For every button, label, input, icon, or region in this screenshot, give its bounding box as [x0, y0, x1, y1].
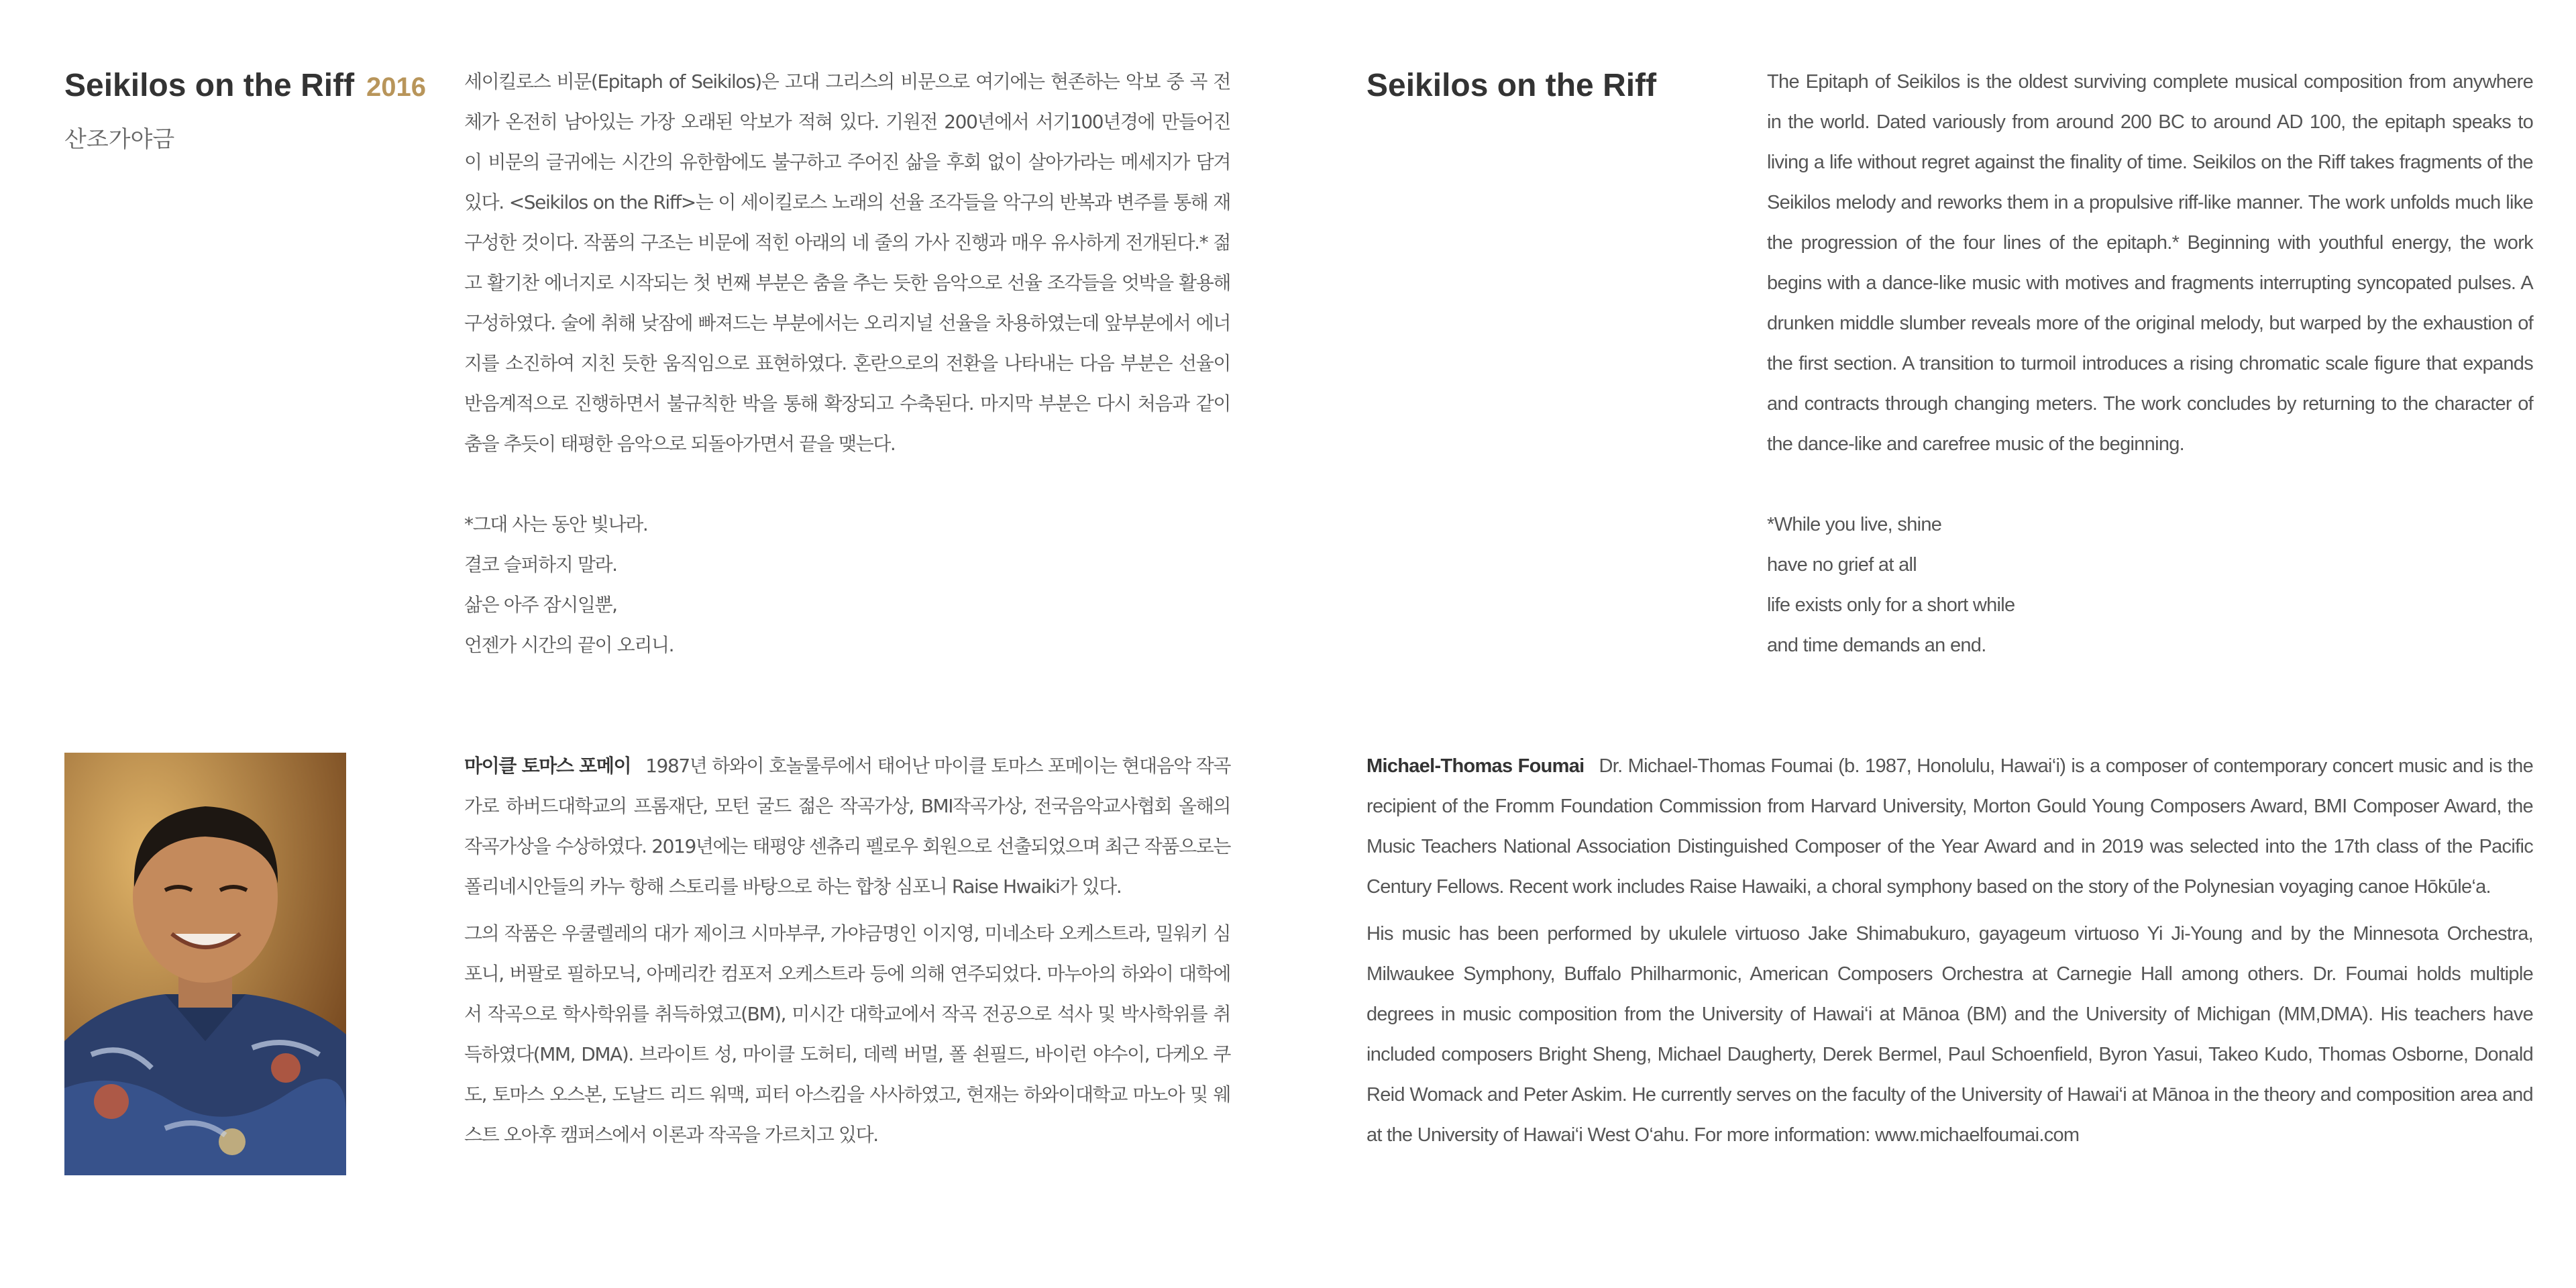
- left-title-text: Seikilos on the Riff: [64, 68, 355, 103]
- left-bio-text-1: 1987년 하와이 호놀룰루에서 태어난 마이클 토마스 포메이는 현대음악 작곡가로 하버드대학교의 프롬재단, 모턴 굴드 젊은 작곡가상, BMI작곡가상, 전국음악교사협회 올해의 작곡가상을 수상하였다. 2019년에는 태평양 센츄리 펠로우 회원으로 선출되었으며 최근 작품으로는 폴리네시안들의 카누 항해 스토리를 바탕으로 하는 합창 심포니 Raise Hwaiki가 있다.: [464, 755, 1230, 898]
- right-poem: [1767, 504, 2533, 665]
- composer-photo: [64, 753, 346, 1175]
- right-bio-paragraph-1: [1366, 746, 2533, 907]
- poem-line: 언젠가 시간의 끝이 오리니.: [464, 634, 674, 656]
- poem-line: 삶은 아주 잠시일뿐,: [464, 594, 617, 616]
- left-page-title: [64, 67, 426, 104]
- left-program-note: [464, 62, 1230, 665]
- composer-portrait-image: [64, 753, 346, 1175]
- left-composer-bio: [464, 746, 1230, 1155]
- right-bio-text-1: Dr. Michael-Thomas Foumai (b. 1987, Honolulu, Hawai‘i) is a composer of contemporary concert music and is the recipient of the Fromm Foundation Commission from Harvard University, Morton Gould Young Composers Award, BMI Composer Award, the Music Teachers National Association Distinguished Composer of the Year Award and in 2019 was selected into the 17th class of the Pacific Century Fellows. Recent work includes Raise Hawaiki, a choral symphony based on the story of the Polynesian voyaging canoe Hōkūle‘a.: [1366, 755, 2534, 898]
- composition-year: 2016: [366, 72, 427, 102]
- poem-line: and time demands an end.: [1767, 635, 1986, 656]
- right-program-note: [1767, 62, 2533, 665]
- poem-line: have no grief at all: [1767, 554, 1917, 576]
- right-composer-name: Michael-Thomas Foumai: [1366, 755, 1585, 777]
- left-composer-name: 마이클 토마스 포메이: [464, 755, 631, 777]
- right-description: The Epitaph of Seikilos is the oldest surviving complete musical composition from anywhere in the world. Dated variously from around 200 BC to around AD 100, the epitaph speaks to living a life without regret against the finality of time. Seikilos on the Riff takes fragments of the Seikilos melody and reworks them in a propulsive riff-like manner. The work unfolds much like the progression of the four lines of the epitaph.* Beginning with youthful energy, the work begins with a dance-like music with motives and fragments interrupting syncopated pulses. A drunken middle slumber reveals more of the original melody, but warped by the exhaustion of the first section. A transition to turmoil introduces a rising chromatic scale figure that expands and contracts through changing meters. The work concludes by returning to the character of the dance-like and carefree music of the beginning.: [1767, 71, 2533, 455]
- right-page-title: Seikilos on the Riff: [1366, 68, 1657, 103]
- poem-line: life exists only for a short while: [1767, 594, 2015, 616]
- poem-line: *While you live, shine: [1767, 514, 1942, 535]
- left-poem: [464, 504, 1230, 665]
- left-bio-paragraph-2: 그의 작품은 우쿨렐레의 대가 제이크 시마부쿠, 가야금명인 이지영, 미네소타 오케스트라, 밀워키 심포니, 버팔로 필하모닉, 아메리칸 컴포저 오케스트라 등에 의해 연주되었다. 마누아의 하와이 대학에서 작곡으로 학사학위를 취득하였고(BM), 미시간 대학교에서 작곡 전공으로 석사 및 박사학위를 취득하였다(MM, DMA). 브라이트 성, 마이클 도허티, 데렉 버멀, 폴 쇤필드, 바이런 야수이, 다케오 쿠도, 토마스 오스본, 도날드 리드 워맥, 피터 아스킴을 사사하였고, 현재는 하와이대학교 마노아 및 웨스트 오아후 캠퍼스에서 이론과 작곡을 가르치고 있다.: [464, 922, 1230, 1146]
- poem-line: *그대 사는 동안 빛나라.: [464, 513, 648, 535]
- left-bio-paragraph-1: [464, 746, 1230, 907]
- left-description: 세이킬로스 비문(Epitaph of Seikilos)은 고대 그리스의 비문으로 여기에는 현존하는 악보 중 곡 전체가 온전히 남아있는 가장 오래된 악보가 적혀 있다. 기원전 200년에서 서기100년경에 만들어진 이 비문의 글귀에는 시간의 유한함에도 불구하고 주어진 삶을 후회 없이 살아가라는 메세지가 담겨 있다. <Seikilos on the Riff>는 이 세이킬로스 노래의 선율 조각들을 악구의 반복과 변주를 통해 재구성한 것이다. 작품의 구조는 비문에 적힌 아래의 네 줄의 가사 진행과 매우 유사하게 전개된다.* 젊고 활기찬 에너지로 시작되는 첫 번째 부분은 춤을 추는 듯한 음악으로 선율 조각들을 엇박을 활용해 구성하였다. 술에 취해 낮잠에 빠져드는 부분에서는 오리지널 선율을 차용하였는데 앞부분에서 에너지를 소진하여 지친 듯한 움직임으로 표현하였다. 혼란으로의 전환을 나타내는 다음 부분은 선율이 반음계적으로 진행하면서 불규칙한 박을 통해 확장되고 수축된다. 마지막 부분은 다시 처음과 같이 춤을 추듯이 태평한 음악으로 되돌아가면서 끝을 맺는다.: [464, 70, 1230, 455]
- instrument-subtitle: 산조가야금: [64, 127, 175, 152]
- poem-line: 결코 슬퍼하지 말라.: [464, 553, 617, 576]
- right-composer-bio: [1366, 746, 2533, 1155]
- right-bio-paragraph-2: His music has been performed by ukulele virtuoso Jake Shimabukuro, gayageum virtuoso Yi Ji-Young and by the Minnesota Orchestra, Milwaukee Symphony, Buffalo Philharmonic, American Composers Orchestra at Carnegie Hall among others. Dr. Foumai holds multiple degrees in music composition from the University of Hawai‘i at Mānoa (BM) and the University of Michigan (MM,DMA). His teachers have included composers Bright Sheng, Michael Daugherty, Derek Bermel, Paul Schoenfield, Byron Yasui, Takeo Kudo, Thomas Osborne, Donald Reid Womack and Peter Askim. He currently serves on the faculty of the University of Hawai‘i at Mānoa in the theory and composition area and at the University of Hawai‘i West O‘ahu. For more information: www.michaelfoumai.com: [1366, 923, 2533, 1146]
